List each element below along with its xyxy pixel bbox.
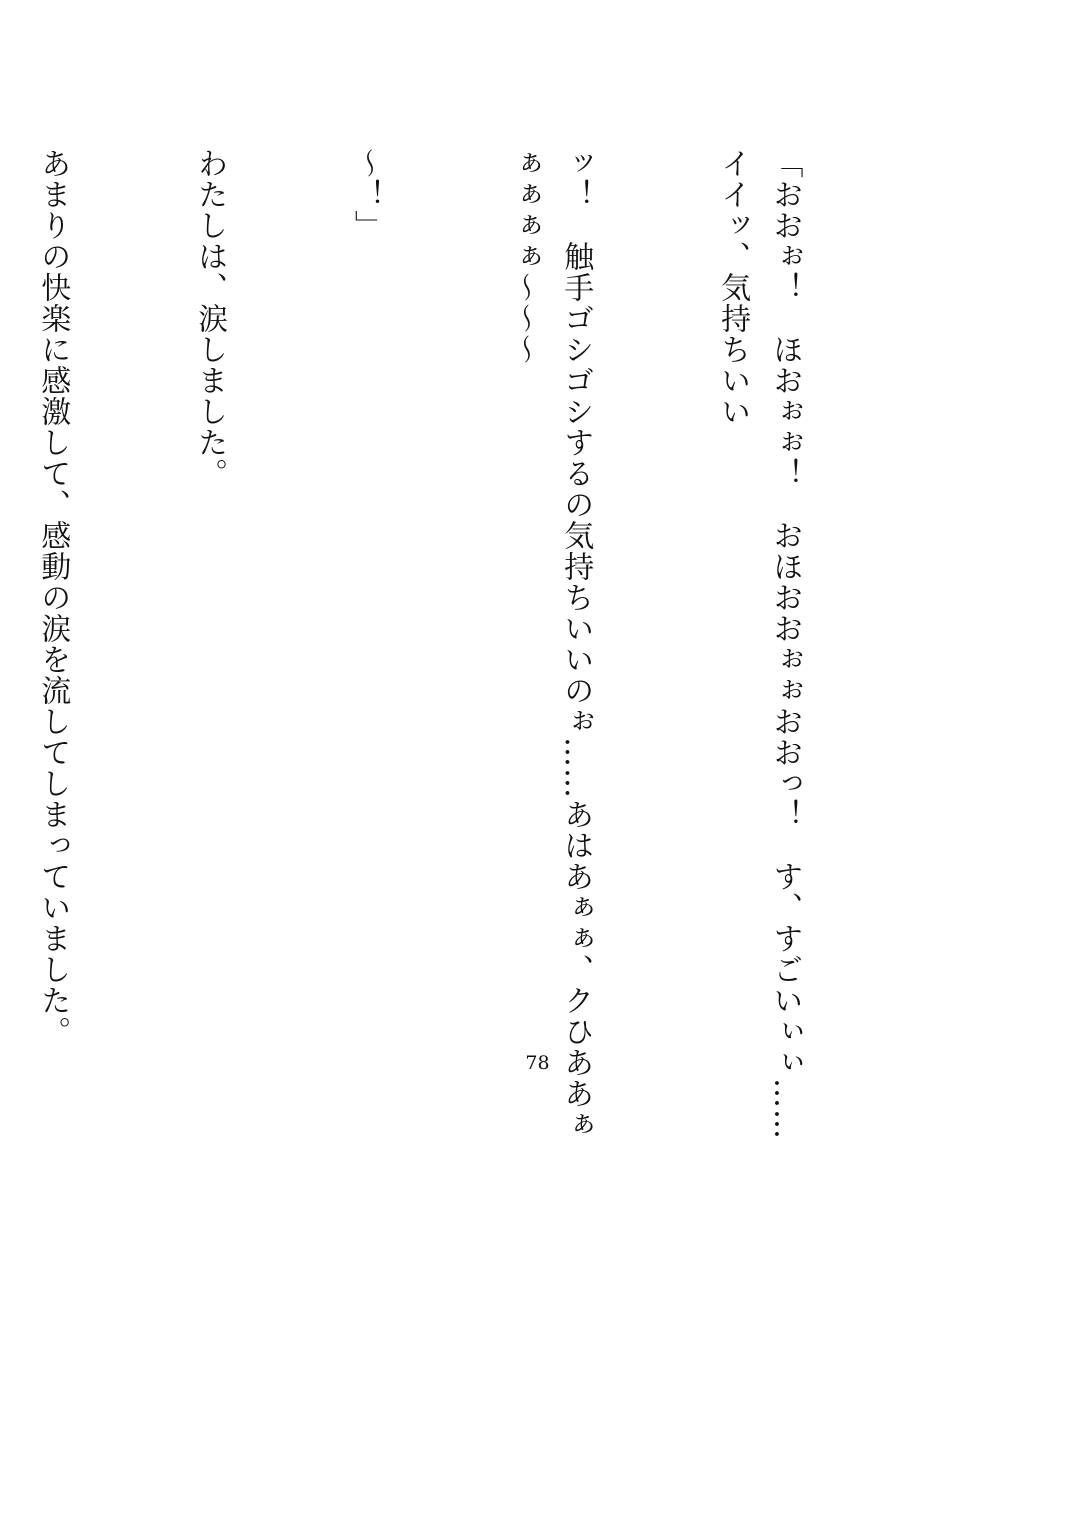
text-line: 〜！」 [349,148,385,241]
vertical-text-body [35,148,915,1158]
text-line: 「おおぉ！ ほおぉぉ！ おほおおぉぉおおっ！ す、すごいぃぃ……イイッ、気持ちいい [715,148,803,1140]
text-line: わたしは、涙しました。 [192,148,228,489]
text-line: あまりの快楽に感激して、感動の涙を流してしまっていました。 [35,148,71,1047]
page-number: 78 [525,1052,550,1074]
text-line: ッ！ 触手ゴシゴシするの気持ちいいのぉ……あはあぁぁ、クひああぁぁぁぁぁ〜〜〜 [505,148,594,1140]
